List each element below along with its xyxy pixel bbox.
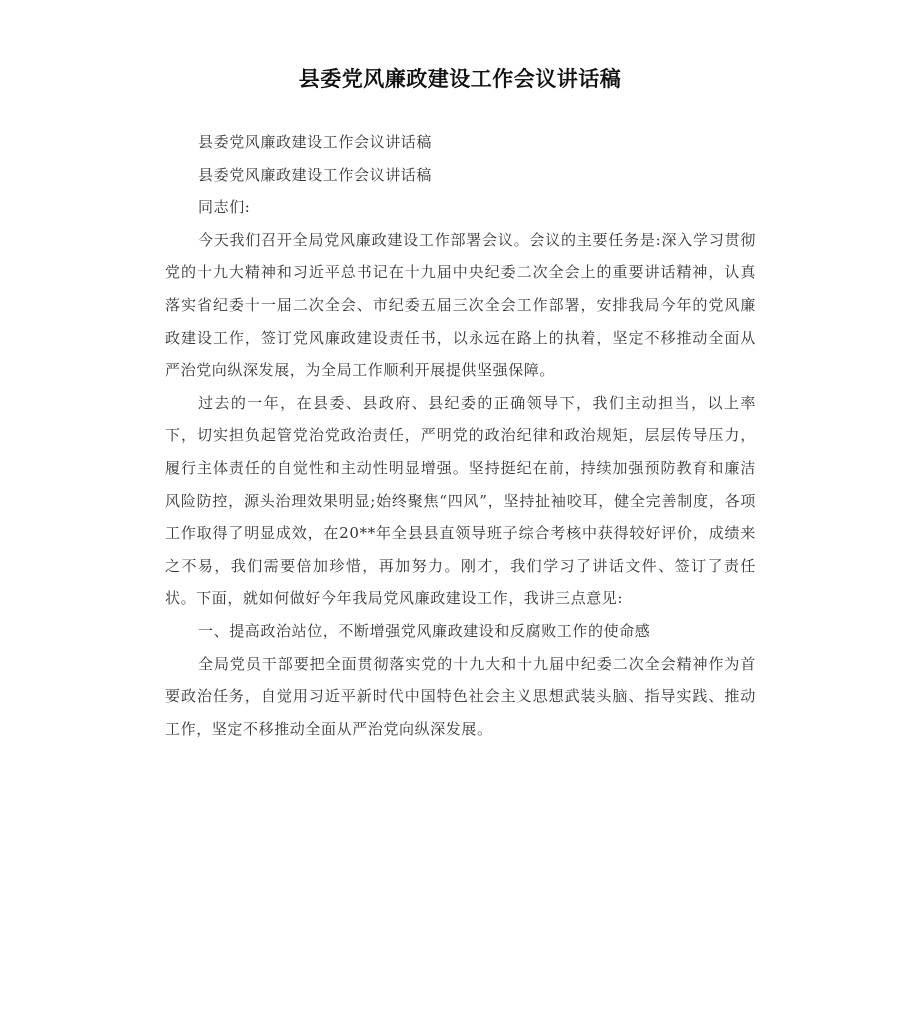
- paragraph-past-year-review: 过去的一年，在县委、县政府、县纪委的正确领导下，我们主动担当，以上率下，切实担负起管党治党政治责任，严明党的政治纪律和政治规矩，层层传导压力，履行主体责任的自觉性和主动性明显增强。坚持挺纪在前，持续加强预防教育和廉洁风险防控，源头治理效果明显;始终聚焦“四风”，坚持扯袖咬耳，健全完善制度，各项工作取得了明显成效，在20**年全县县直领导班子综合考核中获得较好评价，成绩来之不易，我们需要倍加珍惜，再加努力。刚才，我们学习了讲话文件、签订了责任状。下面，就如何做好今年我局党风廉政建设工作，我讲三点意见:: [165, 393, 756, 608]
- paragraph-section-1-body: 全局党员干部要把全面贯彻落实党的十九大和十九届中纪委二次全会精神作为首要政治任务，自觉用习近平新时代中国特色社会主义思想武装头脑、指导实践、推动工作，坚定不移推动全面从严治党向纵深发展。: [165, 654, 756, 738]
- document-title: 县委党风廉政建设工作会议讲话稿: [298, 67, 622, 91]
- document-body: [165, 126, 756, 745]
- paragraph-subtitle-1: 县委党风廉政建设工作会议讲话稿: [198, 133, 433, 151]
- paragraph-salutation: 同志们:: [198, 198, 251, 217]
- paragraph-meeting-purpose: 今天我们召开全局党风廉政建设工作部署会议。会议的主要任务是:深入学习贯彻党的十九大精神和习近平总书记在十九届中央纪委二次全会上的重要讲话精神，认真落实省纪委十一届二次全会、市纪委五届三次全会工作部署，安排我局今年的党风廉政建设工作，签订党风廉政建设责任书，以永远在路上的执着，坚定不移推动全面从严治党向纵深发展，为全局工作顺利开展提供坚强保障。: [165, 230, 756, 380]
- section-heading-1: 一、提高政治站位，不断增强党风廉政建设和反腐败工作的使命感: [198, 621, 651, 640]
- paragraph-subtitle-2: 县委党风廉政建设工作会议讲话稿: [198, 165, 433, 184]
